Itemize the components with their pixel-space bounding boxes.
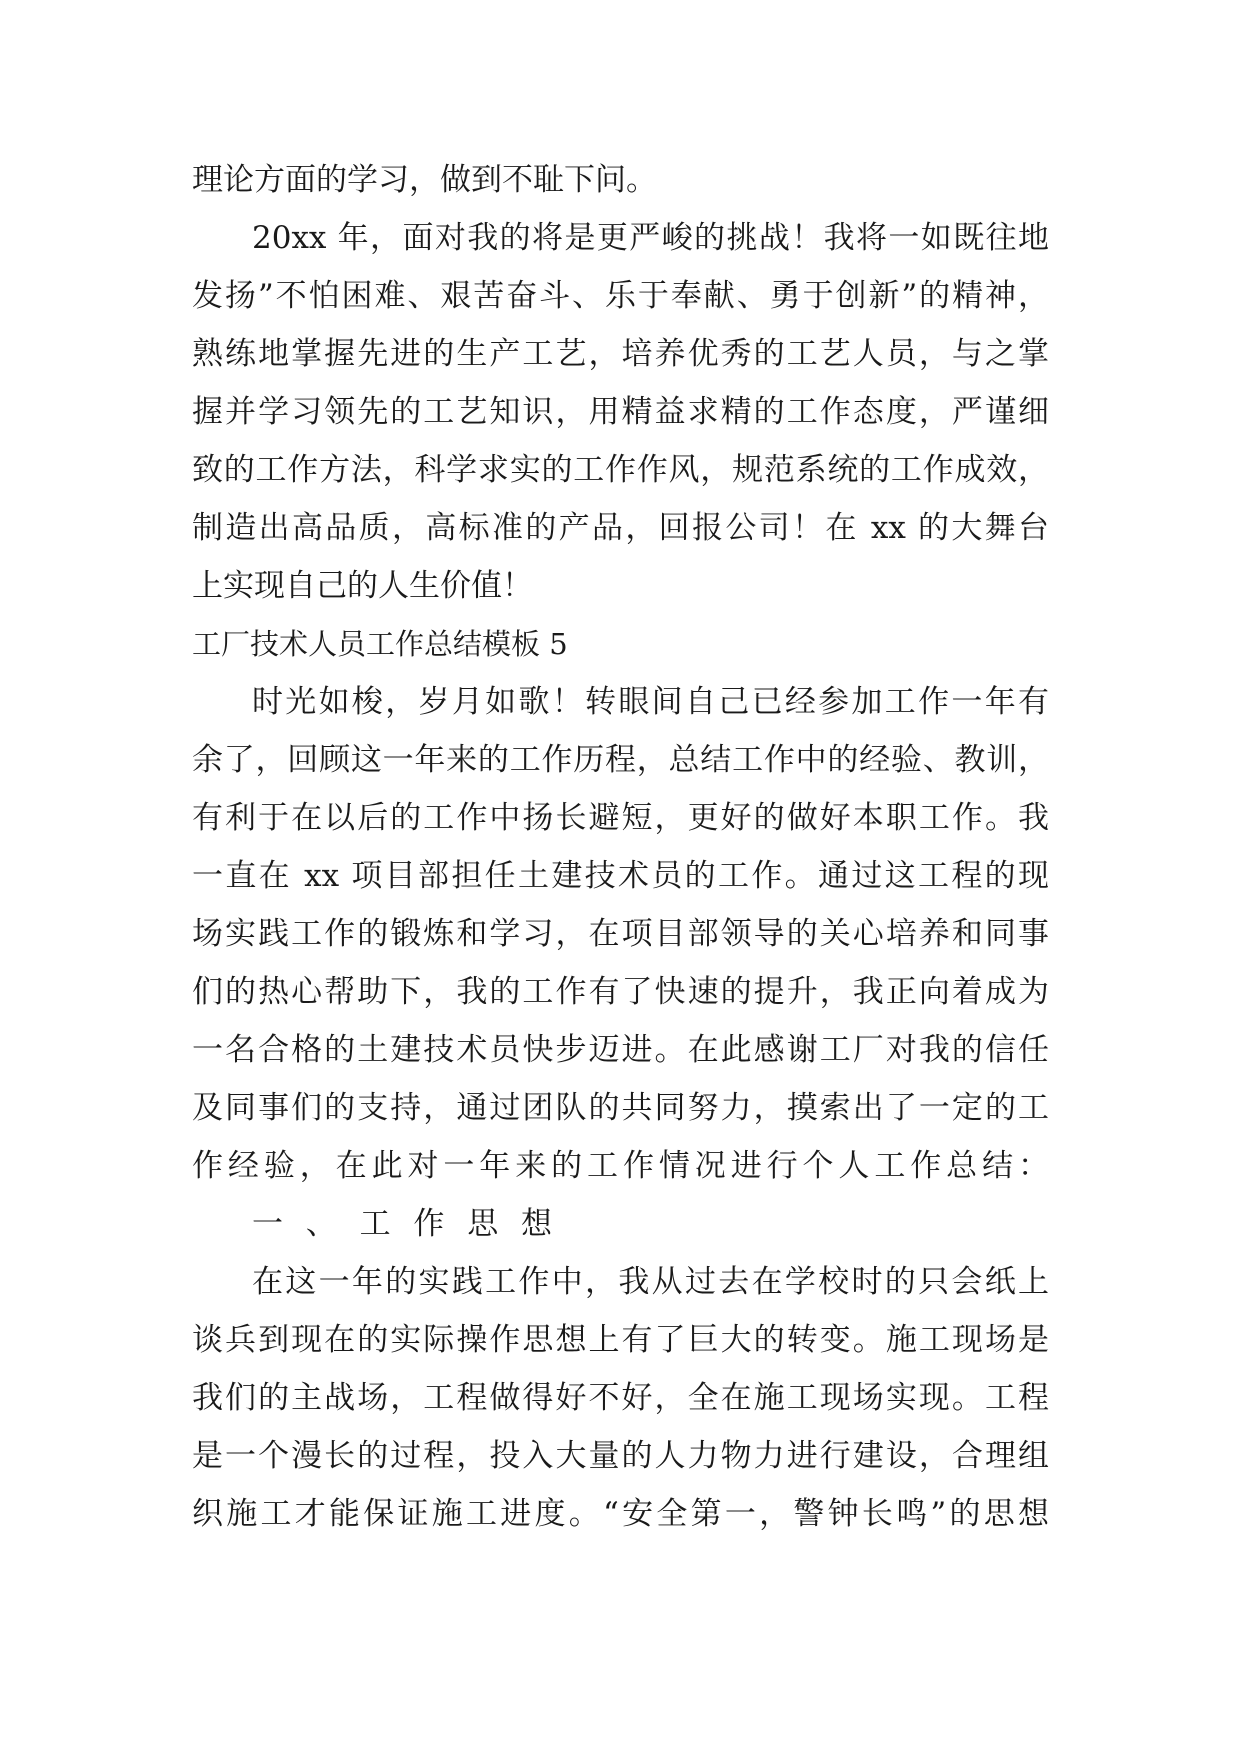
line-text: 制造出高品质，高标准的产品，回报公司！在 xx 的大舞台	[192, 510, 1049, 546]
line-text: 上实现自己的人生价值！	[192, 568, 533, 604]
line-text: 一名合格的土建技术员快步迈进。在此感谢工厂对我的信任	[192, 1032, 1049, 1068]
line-text: 握并学习领先的工艺知识，用精益求精的工作态度，严谨细	[192, 394, 1049, 430]
line-text: 是一个漫长的过程，投入大量的人力物力进行建设，合理组	[192, 1438, 1049, 1474]
paragraph-line	[0, 1485, 1241, 1543]
line-text: 一直在 xx 项目部担任土建技术员的工作。通过这工程的现	[192, 858, 1049, 894]
paragraph-line	[0, 209, 1241, 267]
paragraph-line	[0, 1427, 1241, 1485]
paragraph-line	[0, 789, 1241, 847]
subheading	[0, 1195, 1241, 1253]
line-text: 织施工才能保证施工进度。“安全第一，警钟长鸣”的思想	[192, 1496, 1049, 1532]
line-text: 时光如梭，岁月如歌！转眼间自己已经参加工作一年有	[252, 684, 1049, 720]
line-text: 熟练地掌握先进的生产工艺，培养优秀的工艺人员，与之掌	[192, 336, 1049, 372]
line-text: 致的工作方法，科学求实的工作作风，规范系统的工作成效，	[192, 452, 1049, 488]
line-text: 谈兵到现在的实际操作思想上有了巨大的转变。施工现场是	[192, 1322, 1049, 1358]
paragraph-line	[0, 383, 1241, 441]
paragraph-line	[0, 673, 1241, 731]
paragraph-line	[0, 963, 1241, 1021]
paragraph-line	[0, 557, 1241, 615]
paragraph-line	[0, 325, 1241, 383]
line-text: 在这一年的实践工作中，我从过去在学校时的只会纸上	[252, 1264, 1049, 1300]
paragraph-line	[0, 1311, 1241, 1369]
paragraph-line	[0, 441, 1241, 499]
line-text: 理论方面的学习，做到不耻下问。	[192, 162, 657, 198]
line-text: 我们的主战场，工程做得好不好，全在施工现场实现。工程	[192, 1380, 1049, 1416]
paragraph-line	[0, 1369, 1241, 1427]
section-title-text: 工厂技术人员工作总结模板 5	[192, 627, 568, 661]
paragraph-line	[0, 1137, 1241, 1195]
paragraph-line	[0, 1079, 1241, 1137]
paragraph-line	[0, 905, 1241, 963]
line-text: 有利于在以后的工作中扬长避短，更好的做好本职工作。我	[192, 800, 1049, 836]
paragraph-line	[0, 267, 1241, 325]
paragraph-line	[0, 847, 1241, 905]
paragraph-line	[0, 1253, 1241, 1311]
paragraph-line	[0, 151, 1241, 209]
paragraph-line	[0, 1021, 1241, 1079]
section-title	[0, 615, 1241, 673]
paragraph-line	[0, 731, 1241, 789]
line-text: 作经验，在此对一年来的工作情况进行个人工作总结：	[192, 1148, 1049, 1184]
line-text: 20xx 年，面对我的将是更严峻的挑战！我将一如既往地	[252, 220, 1049, 256]
line-text: 发扬”不怕困难、艰苦奋斗、乐于奉献、勇于创新”的精神，	[192, 278, 1049, 314]
line-text: 余了，回顾这一年来的工作历程，总结工作中的经验、教训，	[192, 742, 1049, 778]
paragraph-line	[0, 499, 1241, 557]
line-text: 场实践工作的锻炼和学习，在项目部领导的关心培养和同事	[192, 916, 1049, 952]
line-text: 及同事们的支持，通过团队的共同努力，摸索出了一定的工	[192, 1090, 1049, 1126]
line-text: 们的热心帮助下，我的工作有了快速的提升，我正向着成为	[192, 974, 1049, 1010]
subheading-text: 一、工作思想	[252, 1206, 552, 1242]
